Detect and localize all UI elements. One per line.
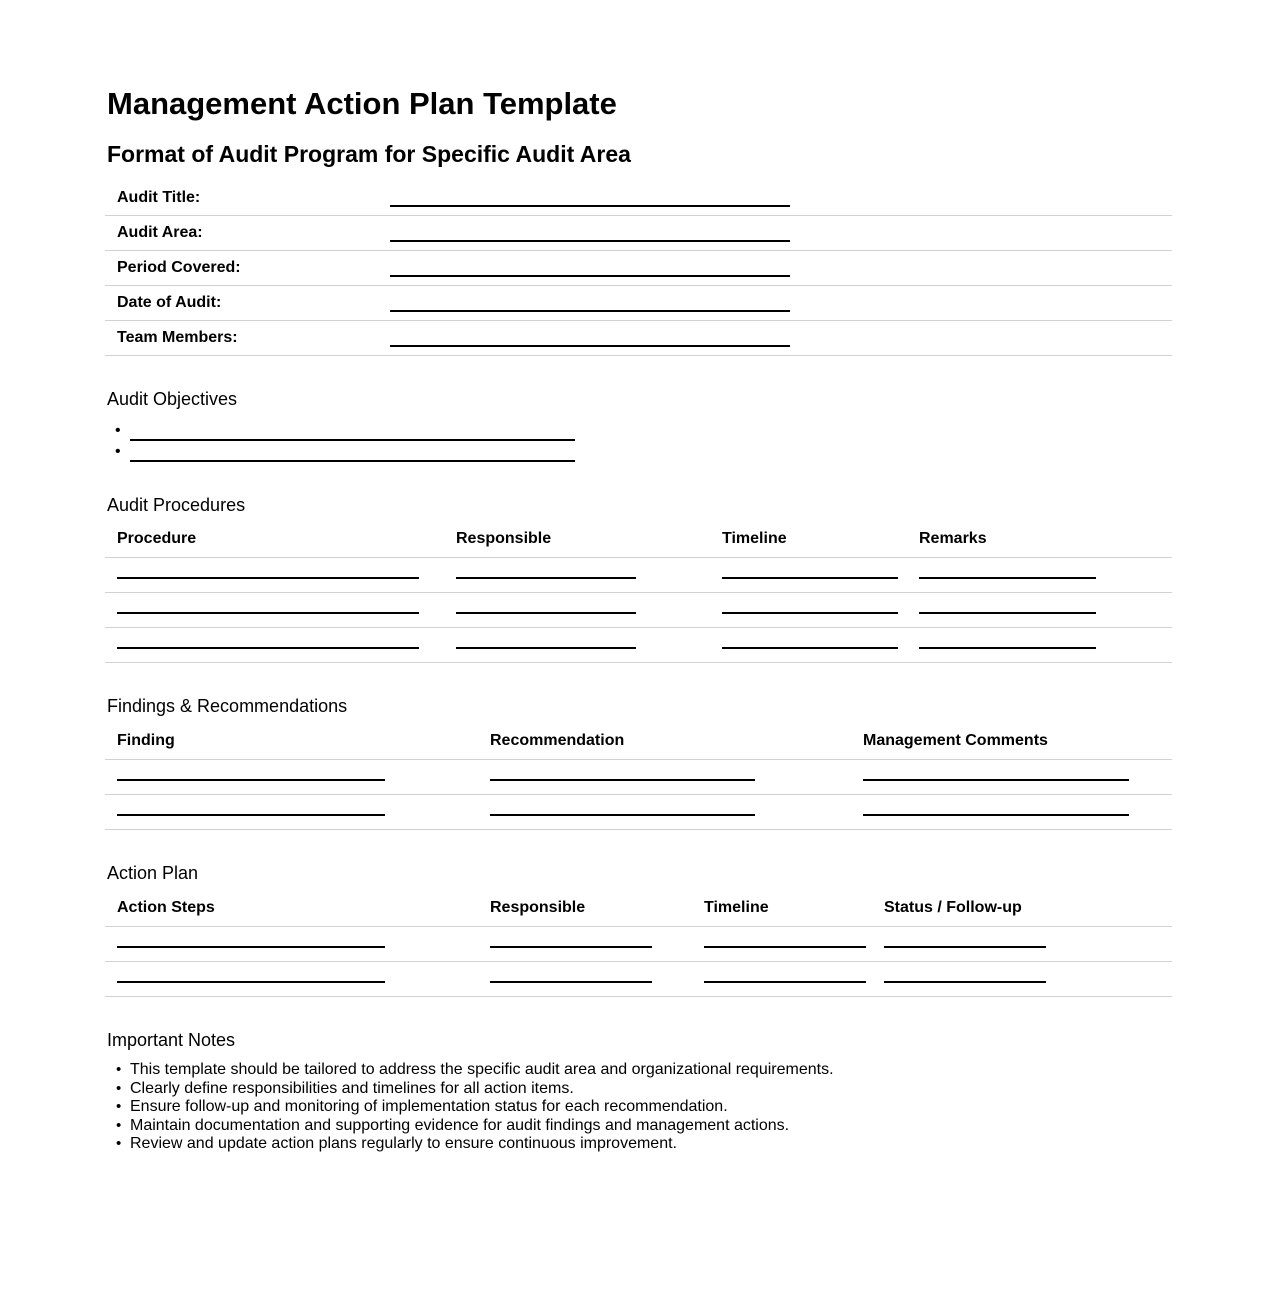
blank-line: [919, 647, 1096, 649]
table-cell: [105, 935, 478, 953]
table-cell: [710, 636, 907, 654]
field-row-team-members: [105, 321, 1172, 356]
table-cell: [907, 636, 1172, 654]
section-heading-action-plan: Action Plan: [107, 863, 199, 884]
field-label: Period Covered:: [117, 258, 241, 276]
procedures-table-header: [105, 530, 1172, 558]
action-plan-blank-row: [105, 962, 1172, 997]
table-cell: [851, 768, 1172, 786]
column-header-remarks: Remarks: [919, 530, 987, 548]
table-cell: [872, 970, 1172, 988]
table-cell: [710, 601, 907, 619]
objective-blank-item: [105, 420, 1172, 441]
column-header-responsible: Responsible: [490, 899, 586, 917]
note-item: • This template should be tailored to address the specific audit area and organizational requirements.: [105, 1061, 1172, 1080]
field-row-audit-area: [105, 216, 1172, 251]
findings-blank-row: [105, 760, 1172, 795]
blank-line: [117, 577, 419, 579]
blank-line: [456, 647, 636, 649]
findings-blank-row: [105, 795, 1172, 830]
field-blank-line: [390, 240, 790, 242]
objective-blank-item: [105, 441, 1172, 462]
table-cell: [907, 566, 1172, 584]
section-heading-audit-procedures: Audit Procedures: [107, 494, 246, 515]
table-cell: [105, 566, 444, 584]
blank-line: [117, 946, 385, 948]
blank-line: [863, 779, 1129, 781]
table-cell: [105, 803, 478, 821]
blank-line: [722, 647, 898, 649]
field-blank-line: [390, 275, 790, 277]
table-cell: [478, 935, 692, 953]
field-row-period-covered: [105, 251, 1172, 286]
procedures-blank-row: [105, 628, 1172, 663]
blank-line: [704, 946, 866, 948]
note-item: • Review and update action plans regularly to ensure continuous improvement.: [105, 1135, 1172, 1154]
table-cell: [105, 970, 478, 988]
table-cell: [478, 803, 851, 821]
table-cell: [444, 601, 710, 619]
column-header-action-steps: Action Steps: [117, 899, 215, 917]
field-blank-line: [390, 310, 790, 312]
field-label: Date of Audit:: [117, 293, 222, 311]
table-cell: [872, 935, 1172, 953]
blank-line: [722, 577, 898, 579]
blank-line: [130, 441, 575, 462]
column-header-management-comments: Management Comments: [863, 732, 1048, 750]
audit-header-fields: [105, 181, 1172, 356]
table-cell: [692, 970, 872, 988]
section-heading-important-notes: Important Notes: [107, 1030, 236, 1051]
field-label: Audit Area:: [117, 223, 203, 241]
column-header-status-follow-up: Status / Follow-up: [884, 899, 1022, 917]
note-item: • Clearly define responsibilities and timelines for all action items.: [105, 1080, 1172, 1099]
blank-line: [919, 577, 1096, 579]
note-item: • Maintain documentation and supporting evidence for audit findings and management actions.: [105, 1117, 1172, 1136]
blank-line: [919, 612, 1096, 614]
important-notes-list: [105, 1061, 1172, 1154]
column-header-responsible: Responsible: [456, 530, 552, 548]
blank-line: [884, 981, 1046, 983]
section-heading-audit-objectives: Audit Objectives: [107, 388, 238, 409]
table-cell: [478, 970, 692, 988]
column-header-procedure: Procedure: [117, 530, 197, 548]
blank-line: [490, 779, 755, 781]
blank-line: [704, 981, 866, 983]
blank-line: [456, 577, 636, 579]
table-cell: [105, 768, 478, 786]
procedures-blank-row: [105, 593, 1172, 628]
column-header-recommendation: Recommendation: [490, 732, 625, 750]
field-blank-line: [390, 345, 790, 347]
field-blank-line: [390, 205, 790, 207]
table-cell: [710, 566, 907, 584]
page-title: Management Action Plan Template: [107, 86, 617, 121]
table-cell: [444, 566, 710, 584]
field-row-date-of-audit: [105, 286, 1172, 321]
blank-line: [130, 420, 575, 441]
column-header-finding: Finding: [117, 732, 175, 750]
action-plan-blank-row: [105, 927, 1172, 962]
procedures-blank-row: [105, 558, 1172, 593]
action-plan-table-header: [105, 899, 1172, 927]
table-cell: [478, 768, 851, 786]
blank-line: [117, 612, 419, 614]
blank-line: [722, 612, 898, 614]
table-cell: [907, 601, 1172, 619]
blank-line: [490, 981, 652, 983]
blank-line: [456, 612, 636, 614]
table-cell: [105, 636, 444, 654]
objectives-list: [105, 420, 1172, 462]
page-subtitle: Format of Audit Program for Specific Audit Area: [107, 140, 631, 167]
field-label: Team Members:: [117, 328, 238, 346]
table-cell: [851, 803, 1172, 821]
column-header-timeline: Timeline: [704, 899, 769, 917]
field-row-audit-title: [105, 181, 1172, 216]
blank-line: [117, 647, 419, 649]
blank-line: [117, 814, 385, 816]
note-item: • Ensure follow-up and monitoring of implementation status for each recommendation.: [105, 1098, 1172, 1117]
field-label: Audit Title:: [117, 188, 201, 206]
table-cell: [444, 636, 710, 654]
section-heading-findings-recommendations: Findings & Recommendations: [107, 696, 348, 717]
blank-line: [117, 779, 385, 781]
column-header-timeline: Timeline: [722, 530, 787, 548]
blank-line: [490, 946, 652, 948]
table-cell: [105, 601, 444, 619]
blank-line: [863, 814, 1129, 816]
blank-line: [117, 981, 385, 983]
blank-line: [884, 946, 1046, 948]
findings-table-header: [105, 732, 1172, 760]
table-cell: [692, 935, 872, 953]
blank-line: [490, 814, 755, 816]
